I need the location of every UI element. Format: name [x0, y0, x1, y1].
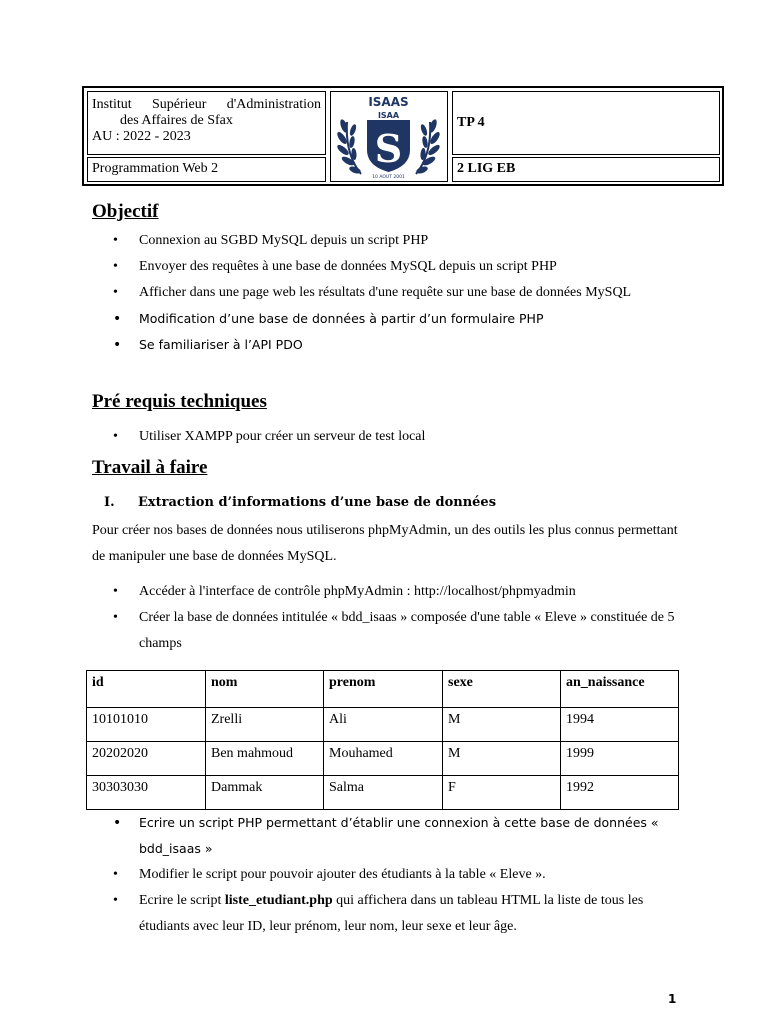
- table-cell: 10101010: [87, 708, 206, 742]
- isaas-logo: [331, 92, 446, 180]
- prerequis-list: [112, 424, 678, 450]
- list-item: • Ecrire un script PHP permettant d’établir une connexion à cette base de données « bdd_isaas »: [112, 810, 678, 862]
- table-row: [87, 742, 679, 776]
- table-cell: 30303030: [87, 776, 206, 810]
- list-item: • Modifier le script pour pouvoir ajouter des étudiants à la table « Eleve ».: [112, 862, 678, 888]
- table-cell: Dammak: [206, 776, 324, 810]
- column-header: nom: [206, 671, 324, 708]
- logo-cell: [330, 91, 448, 182]
- objectif-list: [112, 228, 678, 358]
- tp-label: TP 4: [457, 115, 485, 130]
- table-cell: 20202020: [87, 742, 206, 776]
- subsection-number: I.: [104, 495, 115, 510]
- table-row: [87, 708, 679, 742]
- text-run: qui affichera dans un tableau HTML la liste de tous les étudiants avec leur ID, leur prénom, leur nom, leur sexe et leur âge.: [139, 893, 644, 934]
- column-header: sexe: [443, 671, 561, 708]
- table-cell: 1994: [561, 708, 679, 742]
- list-item: • Se familiariser à l’API PDO: [112, 332, 678, 358]
- table-cell: 1999: [561, 742, 679, 776]
- class-cell: [452, 157, 720, 182]
- list-item: • Connexion au SGBD MySQL depuis un script PHP: [112, 228, 678, 254]
- course-name: Programmation Web 2: [92, 161, 219, 176]
- objectif-heading: Objectif: [92, 201, 159, 222]
- prerequis-heading: Pré requis techniques: [92, 391, 267, 412]
- travail-list: [112, 579, 678, 657]
- table-cell: Ali: [324, 708, 443, 742]
- travail-list-after: [112, 810, 678, 940]
- table-row: [87, 776, 679, 810]
- list-item: [112, 888, 678, 940]
- subsection-label: Extraction d’informations d’une base de données: [138, 495, 497, 510]
- table-cell: Zrelli: [206, 708, 324, 742]
- list-item: • Modification d’une base de données à partir d’un formulaire PHP: [112, 306, 678, 332]
- page-number: 1: [668, 992, 677, 1006]
- column-header: an_naissance: [561, 671, 679, 708]
- script-filename: liste_etudiant.php: [224, 893, 333, 908]
- list-item: • Envoyer des requêtes à une base de données MySQL depuis un script PHP: [112, 254, 678, 280]
- table-cell: Mouhamed: [324, 742, 443, 776]
- logo-bottom-text: 10 AOUT 2001: [372, 175, 405, 180]
- travail-heading: Travail à faire: [92, 457, 208, 478]
- institute-name-line2: des Affaires de Sfax: [120, 113, 233, 128]
- logo-top-text: ISAAS: [368, 95, 409, 109]
- list-item: • Afficher dans une page web les résultats d'une requête sur une base de données MySQL: [112, 280, 678, 306]
- list-item: • Accéder à l'interface de contrôle phpMyAdmin : http://localhost/phpmyadmin: [112, 579, 678, 605]
- list-item: • Créer la base de données intitulée « bdd_isaas » composée d'une table « Eleve » constituée de 5 champs: [112, 605, 678, 657]
- table-cell: M: [443, 708, 561, 742]
- institute-name-line1: Institut Supérieur d'Administration: [92, 97, 321, 112]
- institute-cell: [87, 91, 326, 155]
- subsection-title: [104, 495, 496, 510]
- column-header: prenom: [324, 671, 443, 708]
- course-cell: [87, 157, 326, 182]
- text-run: Ecrire le script: [139, 893, 222, 908]
- eleve-table: [86, 670, 679, 810]
- academic-year: AU : 2022 - 2023: [92, 129, 191, 144]
- table-cell: F: [443, 776, 561, 810]
- column-header: id: [87, 671, 206, 708]
- list-item: • Utiliser XAMPP pour créer un serveur de test local: [112, 424, 678, 450]
- class-label: 2 LIG EB: [457, 161, 516, 176]
- table-cell: Salma: [324, 776, 443, 810]
- table-header-row: [87, 671, 679, 708]
- intro-paragraph: Pour créer nos bases de données nous utiliserons phpMyAdmin, un des outils les plus connus permettant de manipuler une base de données MySQL.: [92, 523, 678, 564]
- tp-cell: [452, 91, 720, 155]
- logo-middle-text: ISAA: [377, 111, 400, 120]
- table-cell: 1992: [561, 776, 679, 810]
- table-cell: Ben mahmoud: [206, 742, 324, 776]
- logo-letter: S: [374, 126, 403, 171]
- table-cell: M: [443, 742, 561, 776]
